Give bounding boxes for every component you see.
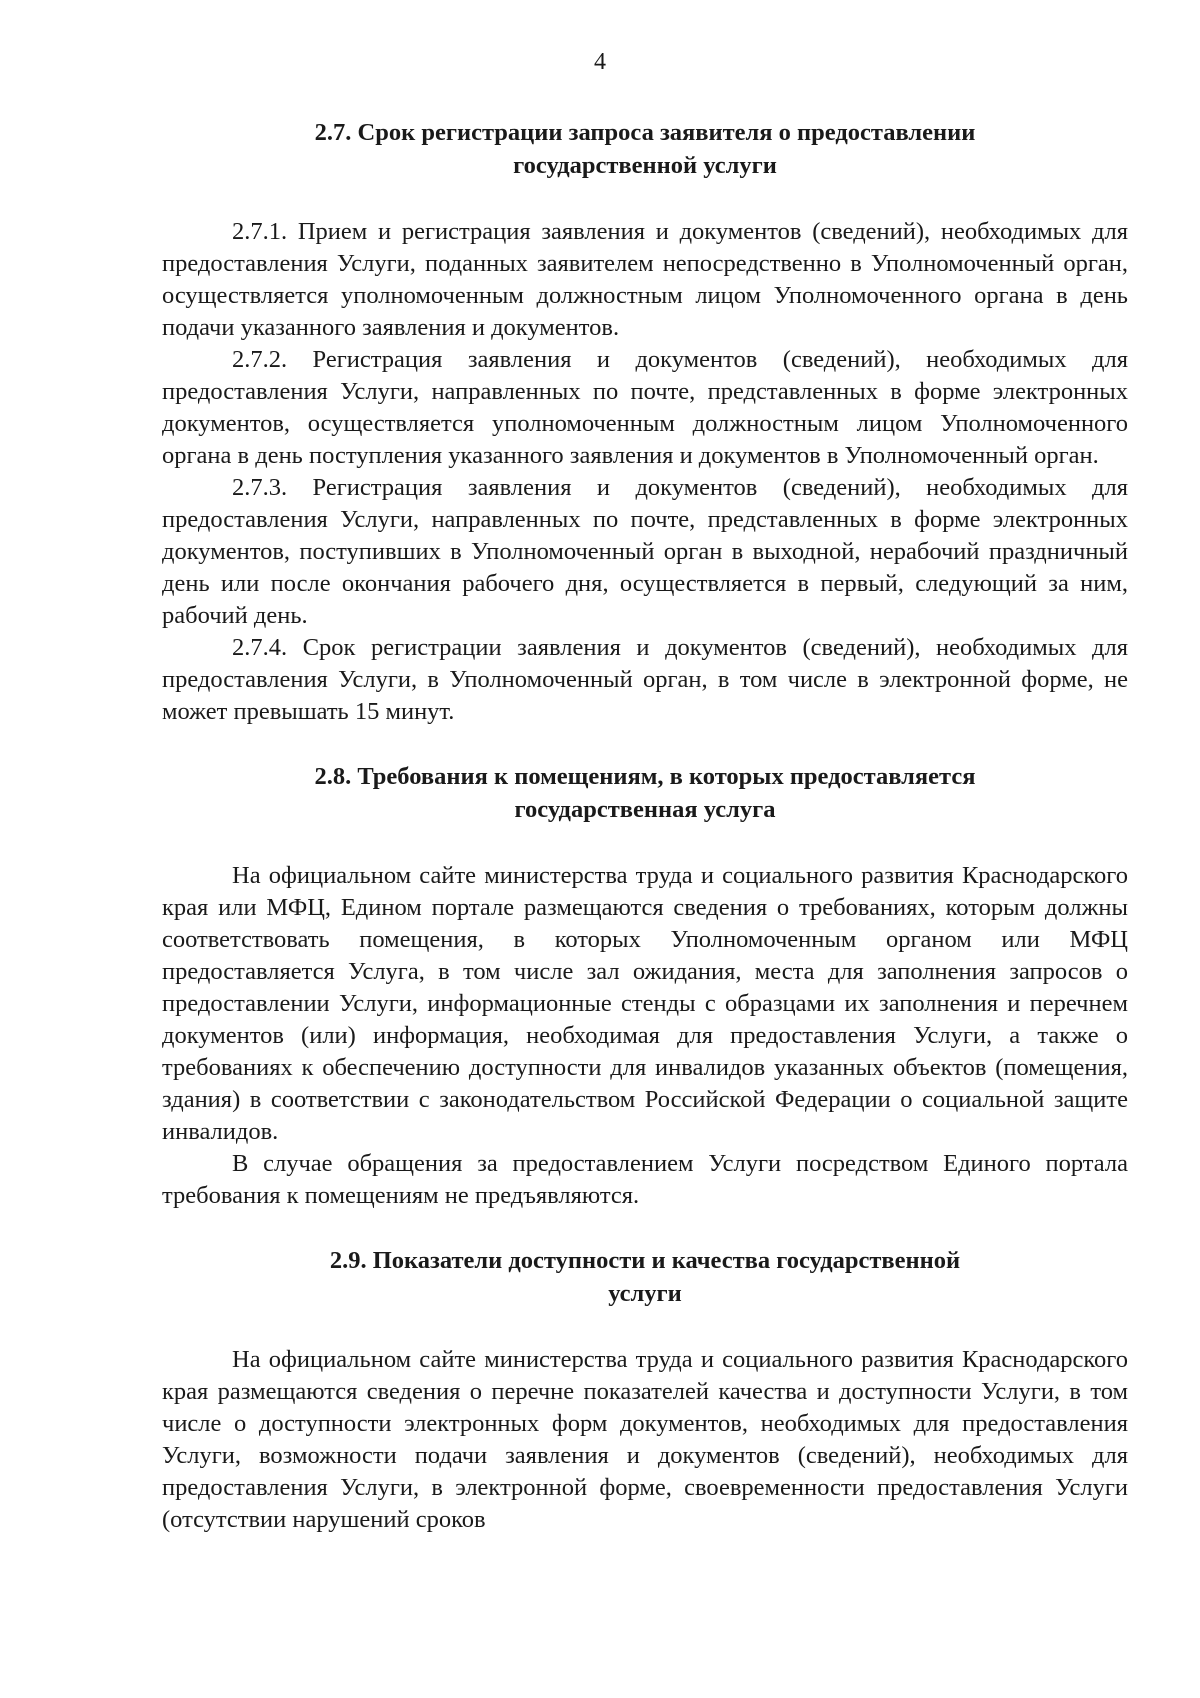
heading-line: 2.9. Показатели доступности и качества государственной [329, 1247, 961, 1274]
paragraph-2-7-1: 2.7.1. Прием и регистрация заявления и документов (сведений), необходимых для предоставления Услуги, поданных заявителем непосредственно в Уполномоченный орган, осуществляется уполномоченным должностным лицом Уполномоченного органа в день подачи указанного заявления и документов. [162, 218, 1128, 341]
paragraph-2-9-1: На официальном сайте министерства труда и социального развития Краснодарского края размещаются сведения о перечне показателей качества и доступности Услуги, в том числе о доступности электронных форм документов, необходимых для предоставления Услуги, возможности подачи заявления и документов (сведений), необходимых для предоставления Услуги, в электронной форме, своевременности предоставления Услуги (отсутствии нарушений сроков [162, 1346, 1128, 1533]
paragraph-2-7-3: 2.7.3. Регистрация заявления и документов (сведений), необходимых для предоставления Услуги, направленных по почте, представленных в форме электронных документов, поступивших в Уполномоченный орган в выходной, нерабочий праздничный день или после окончания рабочего дня, осуществляется в первый, следующий за ним, рабочий день. [162, 474, 1128, 629]
document-body [162, 116, 1128, 1536]
paragraph-2-8-2: В случае обращения за предоставлением Услуги посредством Единого портала требования к помещениям не предъявляются. [162, 1150, 1128, 1209]
heading-line: государственная услуга [514, 796, 776, 823]
heading-line: государственной услуги [513, 152, 777, 179]
section-heading-2-9 [162, 1244, 1128, 1310]
section-heading-2-8 [162, 760, 1128, 826]
paragraph-2-7-2: 2.7.2. Регистрация заявления и документов (сведений), необходимых для предоставления Услуги, направленных по почте, представленных в форме электронных документов, осуществляется уполномоченным должностным лицом Уполномоченного органа в день поступления указанного заявления и документов в Уполномоченный орган. [162, 346, 1128, 469]
heading-line: 2.8. Требования к помещениям, в которых предоставляется [314, 763, 976, 790]
heading-line: 2.7. Срок регистрации запроса заявителя о предоставлении [314, 119, 976, 146]
paragraph-2-8-1: На официальном сайте министерства труда и социального развития Краснодарского края или МФЦ, Едином портале размещаются сведения о требованиях, которым должны соответствовать помещения, в которых Уполномоченным органом или МФЦ предоставляется Услуга, в том числе зал ожидания, места для заполнения запросов о предоставлении Услуги, информационные стенды с образцами их заполнения и перечнем документов (или) информация, необходимая для предоставления Услуги, а также о требованиях к обеспечению доступности для инвалидов указанных объектов (помещения, здания) в соответствии с законодательством Российской Федерации о социальной защите инвалидов. [162, 862, 1128, 1145]
heading-line: услуги [608, 1280, 682, 1307]
section-heading-2-7 [162, 116, 1128, 182]
page-number: 4 [594, 49, 606, 75]
paragraph-2-7-4: 2.7.4. Срок регистрации заявления и документов (сведений), необходимых для предоставления Услуги, в Уполномоченный орган, в том числе в электронной форме, не может превышать 15 минут. [162, 634, 1128, 725]
